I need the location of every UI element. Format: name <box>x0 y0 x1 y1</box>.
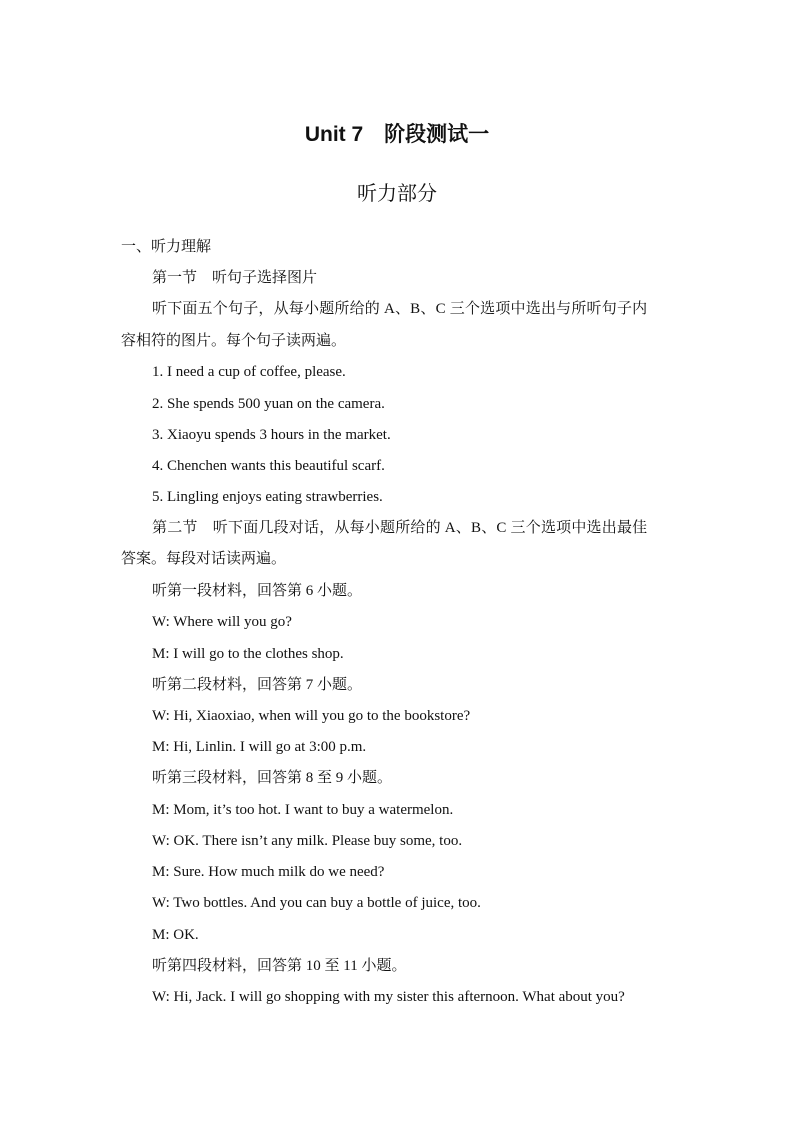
sentence-item: 2. She spends 500 yuan on the camera. <box>152 396 385 412</box>
dialogue-line: W: Hi, Xiaoxiao, when will you go to the bookstore? <box>152 708 471 724</box>
subsection-heading: 第二节 听下面几段对话，从每小题所给的 A、B、C 三个选项中选出最佳 <box>152 520 648 536</box>
instruction-text: 答案。每段对话读两遍。 <box>121 551 287 567</box>
dialogue-line: W: Where will you go? <box>152 614 292 630</box>
dialogue-heading: 听第四段材料，回答第 10 至 11 小题。 <box>152 958 407 974</box>
section-heading: 一、听力理解 <box>121 239 212 255</box>
dialogue-line: M: Mom, it’s too hot. I want to buy a watermelon. <box>152 802 454 818</box>
dialogue-heading: 听第二段材料，回答第 7 小题。 <box>152 677 363 693</box>
page-title: Unit 7 阶段测试一 <box>304 123 490 146</box>
sentence-item: 3. Xiaoyu spends 3 hours in the market. <box>152 427 391 443</box>
sentence-item: 5. Lingling enjoys eating strawberries. <box>152 489 383 505</box>
dialogue-line: M: OK. <box>152 927 199 943</box>
sentence-item: 1. I need a cup of coffee, please. <box>152 364 346 380</box>
instruction-text: 容相符的图片。每个句子读两遍。 <box>121 333 347 349</box>
section-title: 听力部分 <box>357 181 437 205</box>
subsection-heading: 第一节 听句子选择图片 <box>152 270 318 286</box>
dialogue-line: M: I will go to the clothes shop. <box>152 646 344 662</box>
dialogue-heading: 听第三段材料，回答第 8 至 9 小题。 <box>152 770 393 786</box>
dialogue-heading: 听第一段材料，回答第 6 小题。 <box>152 583 363 599</box>
dialogue-line: W: Two bottles. And you can buy a bottle of juice, too. <box>152 895 481 911</box>
dialogue-line: M: Hi, Linlin. I will go at 3:00 p.m. <box>152 739 367 755</box>
instruction-text: 听下面五个句子，从每小题所给的 A、B、C 三个选项中选出与所听句子内 <box>152 301 648 317</box>
dialogue-line: M: Sure. How much milk do we need? <box>152 864 385 880</box>
dialogue-line: W: OK. There isn’t any milk. Please buy some, too. <box>152 833 463 849</box>
dialogue-line: W: Hi, Jack. I will go shopping with my sister this afternoon. What about you? <box>152 989 625 1005</box>
sentence-item: 4. Chenchen wants this beautiful scarf. <box>152 458 385 474</box>
